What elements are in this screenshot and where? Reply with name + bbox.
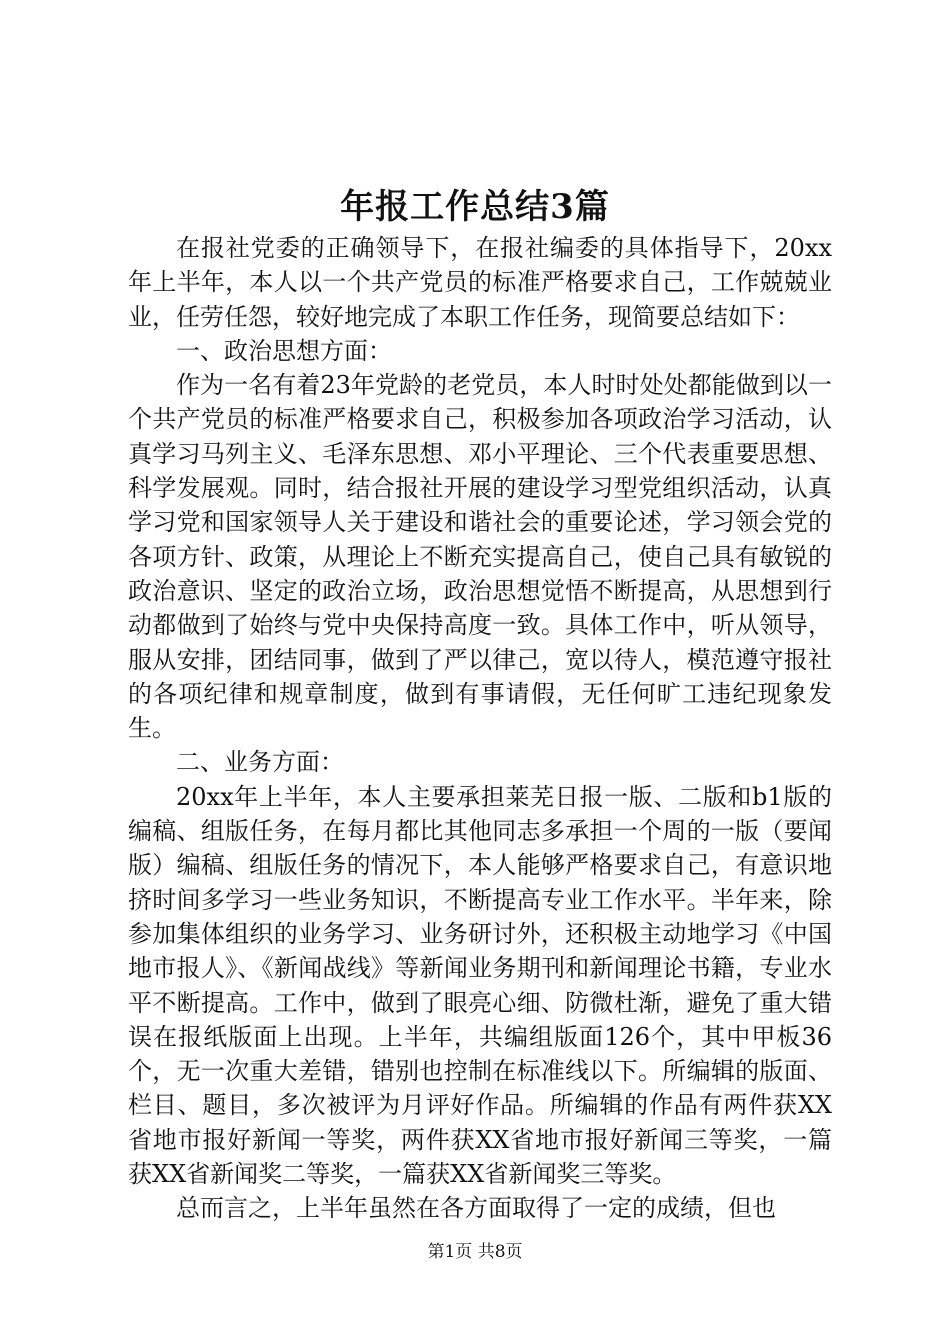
paragraph-business: 20xx年上半年，本人主要承担莱芜日报一版、二版和b1版的编稿、组版任务，在每月都比其他同志多承担一个周的一版（要闻版）编稿、组版任务的情况下，本人能够严格要求自己，有意识地挤时间多学习一些业务知识，不断提高专业工作水平。半年来，除参加集体组织的业务学习、业务研讨外，还积极主动地学习《中国地市报人》、《新闻战线》等新闻业务期刊和新闻理论书籍，专业水平不断提高。工作中，做到了眼亮心细、防微杜渐，避免了重大错误在报纸版面上出现。上半年，共编组版面126个，其中甲板36个，无一次重大差错，错别也控制在标准线以下。所编辑的版面、栏目、题目，多次被评为月评好作品。所编辑的作品有两件获XX省地市报好新闻一等奖，两件获XX省地市报好新闻三等奖，一篇获XX省新闻奖二等奖，一篇获XX省新闻奖三等奖。 [128, 782, 832, 1189]
document-title: 年报工作总结3篇 [340, 187, 610, 227]
heading-political: 一、政治思想方面： [176, 336, 392, 365]
heading-business: 二、业务方面： [176, 748, 344, 777]
paragraph-intro: 在报社党委的正确领导下，在报社编委的具体指导下，20xx年上半年，本人以一个共产党员的标准严格要求自己，工作兢兢业业，任劳任怨，较好地完成了本职工作任务，现简要总结如下： [128, 234, 832, 331]
paragraph-political: 作为一名有着23年党龄的老党员，本人时时处处都能做到以一个共产党员的标准严格要求自己，积极参加各项政治学习活动，认真学习马列主义、毛泽东思想、邓小平理论、三个代表重要思想、科学发展观。同时，结合报社开展的建设学习型党组织活动，认真学习党和国家领导人关于建设和谐社会的重要论述，学习领会党的各项方针、政策，从理论上不断充实提高自己，使自己具有敏锐的政治意识、坚定的政治立场，政治思想觉悟不断提高，从思想到行动都做到了始终与党中央保持高度一致。具体工作中，听从领导，服从安排，团结同事，做到了严以律己，宽以待人，模范遵守报社的各项纪律和规章制度，做到有事请假，无任何旷工违纪现象发生。 [128, 371, 832, 743]
document-body [128, 231, 832, 1226]
paragraph-summary: 总而言之，上半年虽然在各方面取得了一定的成绩，但也 [176, 1194, 776, 1223]
page-number: 第1页 共8页 [427, 1242, 523, 1262]
